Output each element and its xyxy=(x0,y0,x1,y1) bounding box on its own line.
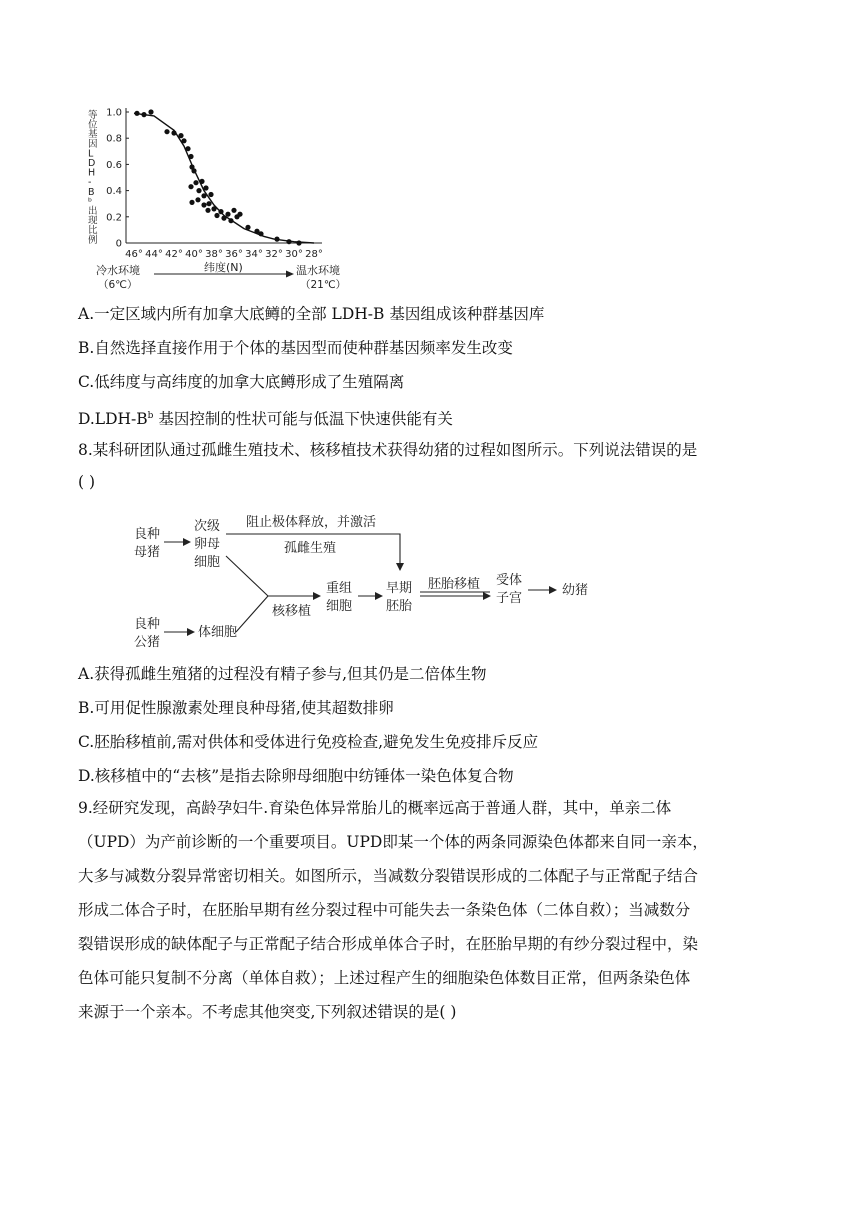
data-point xyxy=(199,179,204,184)
recipient-uterus-line2: 子宫 xyxy=(496,591,523,606)
x-tick-label: 46° xyxy=(125,249,143,260)
ldh-b-latitude-scatter-chart xyxy=(82,100,362,295)
data-points xyxy=(134,109,301,245)
embryo-transfer-label: 胚胎移植 xyxy=(428,577,481,592)
q9-line: 色体可能只复制不分离（单体自救）；上述过程产生的细胞染色体数目正常，但两条染色体 xyxy=(78,969,691,987)
y-label-char: - xyxy=(88,177,92,189)
x-tick-label: 38° xyxy=(205,249,223,260)
y-label-char: 例 xyxy=(88,234,98,246)
data-point xyxy=(191,168,196,173)
x-tick-label: 34° xyxy=(245,249,263,260)
data-point xyxy=(189,200,194,205)
y-tick-label: 0.8 xyxy=(106,133,122,145)
data-point xyxy=(245,225,250,230)
nuclear-transfer-label: 核移植 xyxy=(272,604,312,619)
x-tick-label: 28° xyxy=(305,249,323,260)
q8-option-d: D.核移植中的“去核”是指去除卵母细胞中纺锤体一染色体复合物 xyxy=(78,767,514,785)
data-point xyxy=(148,109,153,114)
data-point xyxy=(201,202,206,207)
data-point xyxy=(237,212,242,217)
data-point xyxy=(211,206,216,211)
somatic-cell-label: 体细胞 xyxy=(198,625,238,640)
y-axis-label xyxy=(88,109,98,246)
oocyte-line2: 卵母 xyxy=(194,537,221,552)
y-label-char: 位 xyxy=(88,119,98,131)
y-label-char: ᵇ xyxy=(88,196,93,208)
data-point xyxy=(196,188,201,193)
right-note-temp: （21℃） xyxy=(300,279,347,291)
data-point xyxy=(171,130,176,135)
data-point xyxy=(296,240,301,245)
x-axis-label: 纬度(N) xyxy=(204,261,243,274)
x-tick-label: 36° xyxy=(225,249,243,260)
reconstructed-cell-line1: 重组 xyxy=(326,581,353,596)
data-point xyxy=(203,185,208,190)
data-point xyxy=(181,138,186,143)
data-point xyxy=(193,180,198,185)
q7-option-d-pre: D.LDH-B xyxy=(78,410,148,429)
recipient-uterus-line1: 受体 xyxy=(496,573,523,588)
data-point xyxy=(274,237,279,242)
data-point xyxy=(205,208,210,213)
y-label-char: 因 xyxy=(88,138,98,150)
data-point xyxy=(188,184,193,189)
x-tick-label: 32° xyxy=(265,249,283,260)
oocyte-line3: 细胞 xyxy=(194,555,221,570)
q9-line: 裂错误形成的缺体配子与正常配子结合形成单体合子时，在胚胎早期的有纱分裂过程中，染 xyxy=(78,935,699,953)
reconstructed-cell-line2: 细胞 xyxy=(326,599,353,614)
y-label-char: L xyxy=(88,148,94,160)
data-point xyxy=(214,213,219,218)
left-note-temp: （6℃） xyxy=(98,279,138,291)
data-point xyxy=(185,146,190,151)
y-label-char: B xyxy=(88,186,95,198)
y-tick-label: 0 xyxy=(115,238,122,250)
y-tick-label: 0.4 xyxy=(106,186,122,198)
data-point xyxy=(178,133,183,138)
y-label-char: 基 xyxy=(88,129,98,141)
data-point xyxy=(228,218,233,223)
data-point xyxy=(164,129,169,134)
x-tick-label: 40° xyxy=(185,249,203,260)
y-label-char: 现 xyxy=(88,215,98,227)
oocyte-line1: 次级 xyxy=(194,519,221,534)
data-point xyxy=(225,212,230,217)
q9-line: （UPD）为产前诊断的一个重要项目。UPD即某一个体的两条同源染色体都来自同一亲本， xyxy=(78,833,708,851)
parthenogenesis-label: 孤雌生殖 xyxy=(284,541,337,556)
x-tick-label: 44° xyxy=(145,249,163,260)
pig-cloning-flow-diagram xyxy=(118,500,618,652)
y-label-char: D xyxy=(88,158,96,169)
piglet-label: 幼猪 xyxy=(562,583,589,598)
line-oocyte-to-junction xyxy=(226,556,268,596)
x-tick-label: 30° xyxy=(285,249,303,260)
data-point xyxy=(286,239,291,244)
top-path-label: 阻止极体释放，并激活 xyxy=(246,515,377,530)
q9-stem xyxy=(78,791,778,1029)
mother-pig-line2: 母猪 xyxy=(134,545,161,560)
trend-curve xyxy=(134,113,314,243)
q7-option-d-post: 基因控制的性状可能与低温下快速供能有关 xyxy=(153,410,453,429)
q8-option-a: A.获得孤雌生殖猪的过程没有精子参与,但其仍是二倍体生物 xyxy=(78,665,487,683)
q9-line: 9.经研究发现，高龄孕妇牛.育染色体异常胎儿的概率远高于普通人群，其中，单亲二体 xyxy=(78,799,672,817)
q9-line: 来源于一个亲本。不考虑其他突变,下列叙述错误的是( ) xyxy=(78,1003,457,1021)
data-point xyxy=(221,216,226,221)
q9-line: 大多与减数分裂异常密切相关。如图所示，当减数分裂错误形成的二体配子与正常配子结合 xyxy=(78,867,699,885)
line-somatic-to-junction xyxy=(236,596,268,632)
q8-stem-line2: ( ) xyxy=(78,473,96,491)
q8-option-b: B.可用促性腺激素处理良种母猪,使其超数排卵 xyxy=(78,699,394,717)
father-pig-line2: 公猪 xyxy=(134,635,161,650)
data-point xyxy=(208,192,213,197)
y-tick-label: 0.6 xyxy=(106,159,122,171)
data-point xyxy=(134,111,139,116)
data-point xyxy=(188,154,193,159)
q9-line: 形成二体合子时，在胚胎早期有丝分裂过程中可能失去一条染色体（二体自救）；当减数分 xyxy=(78,901,691,919)
x-axis-ticks xyxy=(125,249,323,260)
right-note: 温水环境 xyxy=(296,264,340,277)
early-embryo-line1: 早期 xyxy=(386,581,413,596)
data-point xyxy=(195,197,200,202)
q7-option-a: A.一定区域内所有加拿大底鳟的全部 LDH-B 基因组成该种群基因库 xyxy=(78,305,545,323)
data-point xyxy=(201,193,206,198)
left-note: 冷水环境 xyxy=(96,264,140,277)
y-tick-label: 0.2 xyxy=(106,212,122,224)
early-embryo-line2: 胚胎 xyxy=(386,599,413,614)
y-tick-label: 1.0 xyxy=(106,107,122,119)
q7-option-d xyxy=(78,405,453,430)
y-label-char: H xyxy=(88,167,96,179)
data-point xyxy=(258,231,263,236)
father-pig-line1: 良种 xyxy=(134,617,161,632)
y-label-char: 比 xyxy=(88,225,98,237)
q8-option-c: C.胚胎移植前,需对供体和受体进行免疫检查,避免发生免疫排斥反应 xyxy=(78,733,539,751)
data-point xyxy=(141,112,146,117)
q7-option-c: C.低纬度与高纬度的加拿大底鳟形成了生殖隔离 xyxy=(78,373,405,391)
data-point xyxy=(206,201,211,206)
q8-stem-line1: 8.某科研团队通过孤雌生殖技术、核移植技术获得幼猪的过程如图所示。下列说法错误的是 xyxy=(78,441,698,459)
q7-option-d-sup: b xyxy=(147,411,154,421)
mother-pig-line1: 良种 xyxy=(134,527,161,542)
x-tick-label: 42° xyxy=(165,249,183,260)
q7-option-b: B.自然选择直接作用于个体的基因型而使种群基因频率发生改变 xyxy=(78,339,513,357)
x-direction-arrow-head xyxy=(286,271,294,278)
data-point xyxy=(218,209,223,214)
y-label-char: 等 xyxy=(88,110,98,121)
data-point xyxy=(231,208,236,213)
y-label-char: 出 xyxy=(88,206,98,217)
